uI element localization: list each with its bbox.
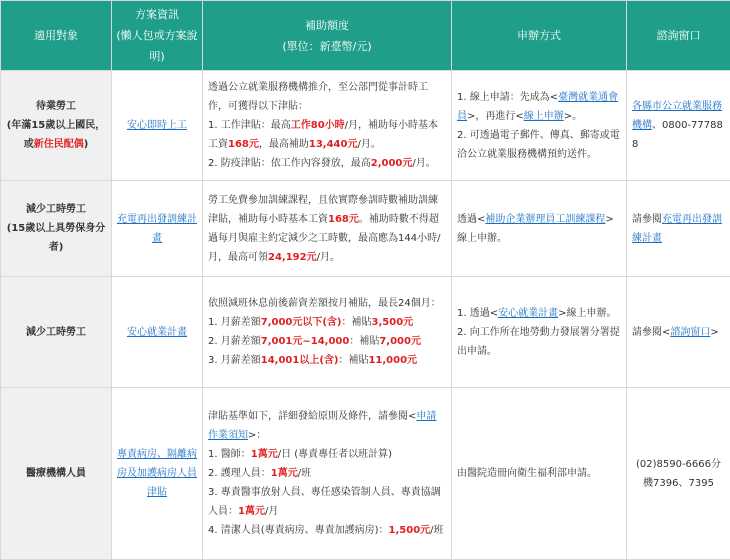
target-cell (1, 388, 112, 560)
target-title: 減少工時勞工 (6, 323, 106, 342)
taiwan-jobs-member-link[interactable]: 臺灣就業通會員 (457, 92, 618, 122)
header-row (1, 1, 730, 71)
target-title: 醫療機構人員 (6, 464, 106, 483)
amount-item: 2. 月薪差額7,001元~14,000：補貼7,000元 (208, 332, 446, 351)
plan-link[interactable]: 安心即時上工 (127, 120, 187, 131)
amount-item: 1. 工作津貼：最高工作80小時/月，補助每小時基本工資168元，最高補助13,440元/月。 (208, 116, 446, 154)
apply-item: 1. 線上申請：先成為<臺灣就業通會員>，再進行<線上申辦>。 (457, 88, 621, 126)
amount-cell (203, 71, 452, 181)
plan-cell (112, 181, 203, 277)
contact-cell: 請參閱<諮詢窗口> (627, 277, 730, 388)
table-row (1, 388, 730, 560)
contact-cell: (02)8590-6666分機7396、7395 (627, 388, 730, 560)
amount-item: 3. 月薪差額14,001以上(含)：補貼11,000元 (208, 351, 446, 370)
apply-item: 2. 向工作所在地勞動力發展署分署提出申請。 (457, 323, 621, 361)
contact-cell: 請參閱充電再出發訓練計畫 (627, 181, 730, 277)
amount-cell (203, 277, 452, 388)
plan-link[interactable]: 充電再出發訓練計畫 (117, 214, 197, 244)
amount-cell: 勞工免費參加訓練課程，且依實際參訓時數補助訓練津貼，補助每小時基本工資168元。補助時數不得超過每月與雇主約定減少之工時數，最高應為144小時/月，最高可領24,192元/月。 (203, 181, 452, 277)
table-row (1, 71, 730, 181)
amount-item: 4. 清潔人員(專責病房、專責加護病房)：1,500元/班 (208, 521, 446, 540)
header-amount: 補助額度 (單位：新臺幣/元) (203, 1, 452, 71)
amount-item: 1. 月薪差額7,000元以下(含)：補貼3,500元 (208, 313, 446, 332)
amount-intro: 透過公立就業服務機構推介，至公部門從事計時工作，可獲得以下津貼： (208, 78, 446, 116)
amount-item: 3. 專責醫事放射人員、專任感染管制人員、專責協調人員：1萬元/月 (208, 483, 446, 521)
employment-plan-link[interactable]: 安心就業計畫 (498, 308, 558, 319)
table-row (1, 277, 730, 388)
amount-intro: 依照減班休息前後薪資差額按月補貼，最長24個月： (208, 294, 446, 313)
header-apply: 申辦方式 (452, 1, 627, 71)
plan-link[interactable]: 專責病房、隔離病房及加護病房人員津貼 (117, 449, 197, 498)
amount-item: 2. 防疫津貼：依工作內容發放，最高2,000元/月。 (208, 154, 446, 173)
target-cell (1, 277, 112, 388)
plan-cell (112, 388, 203, 560)
online-apply-link[interactable]: 線上申辦 (524, 111, 564, 122)
amount-item: 2. 護理人員：1萬元/班 (208, 464, 446, 483)
table-row (1, 181, 730, 277)
contact-link[interactable]: 諮詢窗口 (670, 327, 710, 338)
plan-cell (112, 71, 203, 181)
header-target: 適用對象 (1, 1, 112, 71)
apply-cell: 由醫院造冊向衛生福利部申請。 (452, 388, 627, 560)
target-subtitle: (15歲以上具勞保身分者) (6, 219, 106, 257)
target-subtitle: (年滿15歲以上國民，或新住民配偶) (6, 116, 106, 154)
target-title: 待業勞工 (6, 97, 106, 116)
amount-item: 1. 醫師：1萬元/日 (專責專任者以班計算) (208, 445, 446, 464)
apply-item: 1. 透過<安心就業計畫>線上申辦。 (457, 304, 621, 323)
contact-cell: 各縣市公立就業服務機構、0800-777888 (627, 71, 730, 181)
target-title: 減少工時勞工 (6, 200, 106, 219)
apply-cell (452, 277, 627, 388)
header-contact: 諮詢窗口 (627, 1, 730, 71)
target-cell (1, 71, 112, 181)
contact-link[interactable]: 各縣市公立就業服務機構 (632, 101, 722, 131)
apply-cell: 透過<補助企業辦理員工訓練課程>線上申辦。 (452, 181, 627, 277)
amount-intro: 津貼基準如下，詳細發給原則及條件，請參閱<申請作業須知>： (208, 407, 446, 445)
plan-cell (112, 277, 203, 388)
apply-item: 2. 可透過電子郵件、傳真、郵寄或電洽公立就業服務機構預約送件。 (457, 126, 621, 164)
enterprise-training-link[interactable]: 補助企業辦理員工訓練課程 (485, 214, 605, 225)
amount-cell (203, 388, 452, 560)
plan-link[interactable]: 安心就業計畫 (127, 327, 187, 338)
application-notes-link[interactable]: 申請作業須知 (208, 411, 436, 441)
apply-cell (452, 71, 627, 181)
header-plan: 方案資訊 (懶人包或方案說明) (112, 1, 203, 71)
contact-link[interactable]: 充電再出發訓練計畫 (632, 214, 722, 244)
target-cell (1, 181, 112, 277)
